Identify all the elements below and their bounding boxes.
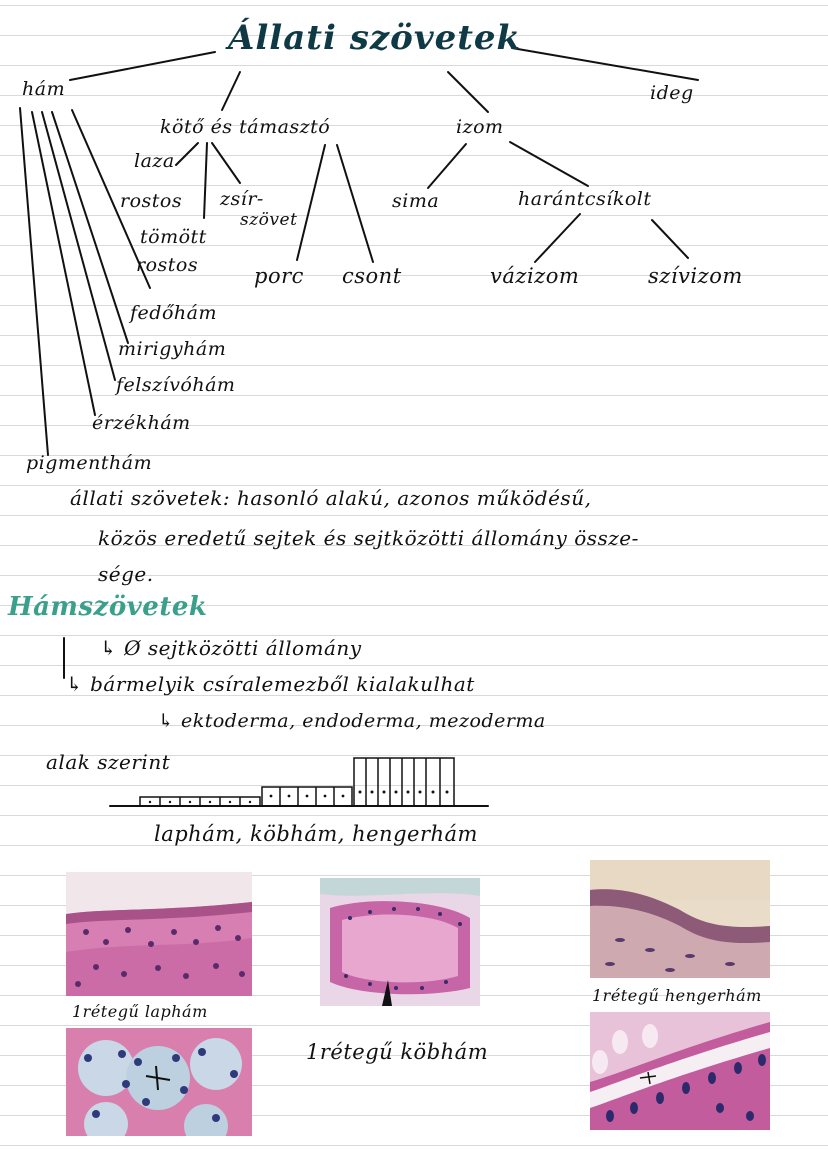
- node-tomott-rostos: rostos: [136, 254, 199, 276]
- bullet-1: ↳ Ø sejtközötti állomány: [100, 636, 362, 660]
- branch-ham: hám: [22, 78, 66, 100]
- node-mirigyham: mirigyhám: [118, 338, 227, 360]
- branch-koto-tamaszto: kötő és támasztó: [160, 116, 331, 138]
- shape-types: laphám, köbhám, hengerhám: [154, 822, 478, 846]
- page-title: Állati szövetek: [228, 18, 522, 58]
- micrograph-laphaim: [66, 872, 252, 996]
- hengerhaim-cells: [354, 758, 454, 806]
- micrograph-kobhaim: [320, 878, 480, 1006]
- node-zsir: zsír-: [220, 188, 264, 210]
- shape-label: alak szerint: [46, 750, 171, 774]
- micrograph-mirigy: [66, 1028, 252, 1136]
- node-porc: porc: [254, 264, 304, 288]
- micrograph-hengerhaim-1: [590, 860, 770, 978]
- node-erzekham: érzékhám: [92, 412, 191, 434]
- caption-kobhaim: 1rétegű köbhám: [306, 1040, 489, 1064]
- caption-hengerhaim: 1rétegű hengerhám: [592, 986, 762, 1005]
- branch-izom: izom: [456, 116, 504, 138]
- node-szovet: szövet: [240, 210, 298, 230]
- caption-laphaim: 1rétegű laphám: [72, 1002, 208, 1021]
- node-csont: csont: [342, 264, 402, 288]
- node-fedoham: fedőhám: [130, 302, 217, 324]
- node-pigmentham: pigmenthám: [26, 452, 153, 474]
- bullet-3: ↳ ektoderma, endoderma, mezoderma: [158, 710, 546, 732]
- section-heading: Hámszövetek: [8, 592, 208, 622]
- node-laza: laza: [134, 150, 175, 172]
- definition-line-2: közös eredetű sejtek és sejtközötti állomány össze-: [98, 526, 639, 550]
- bullet-2: ↳ bármelyik csíralemezből kialakulhat: [66, 672, 475, 696]
- micrograph-hengerhaim-2: [590, 1012, 770, 1130]
- node-sima: sima: [392, 190, 440, 212]
- node-harantcsikolt: harántcsíkolt: [518, 188, 652, 210]
- branch-ideg: ideg: [650, 82, 694, 104]
- definition-line-3: sége.: [98, 562, 154, 586]
- node-szivizom: szívizom: [648, 264, 743, 288]
- node-vazizom: vázizom: [490, 264, 580, 288]
- definition-line-1: állati szövetek: hasonló alakú, azonos működésű,: [70, 486, 592, 510]
- node-rostos: rostos: [120, 190, 183, 212]
- node-felszivoham: felszívóhám: [116, 374, 236, 396]
- laphaim-cells: [140, 797, 260, 806]
- node-tomott: tömött: [140, 226, 207, 248]
